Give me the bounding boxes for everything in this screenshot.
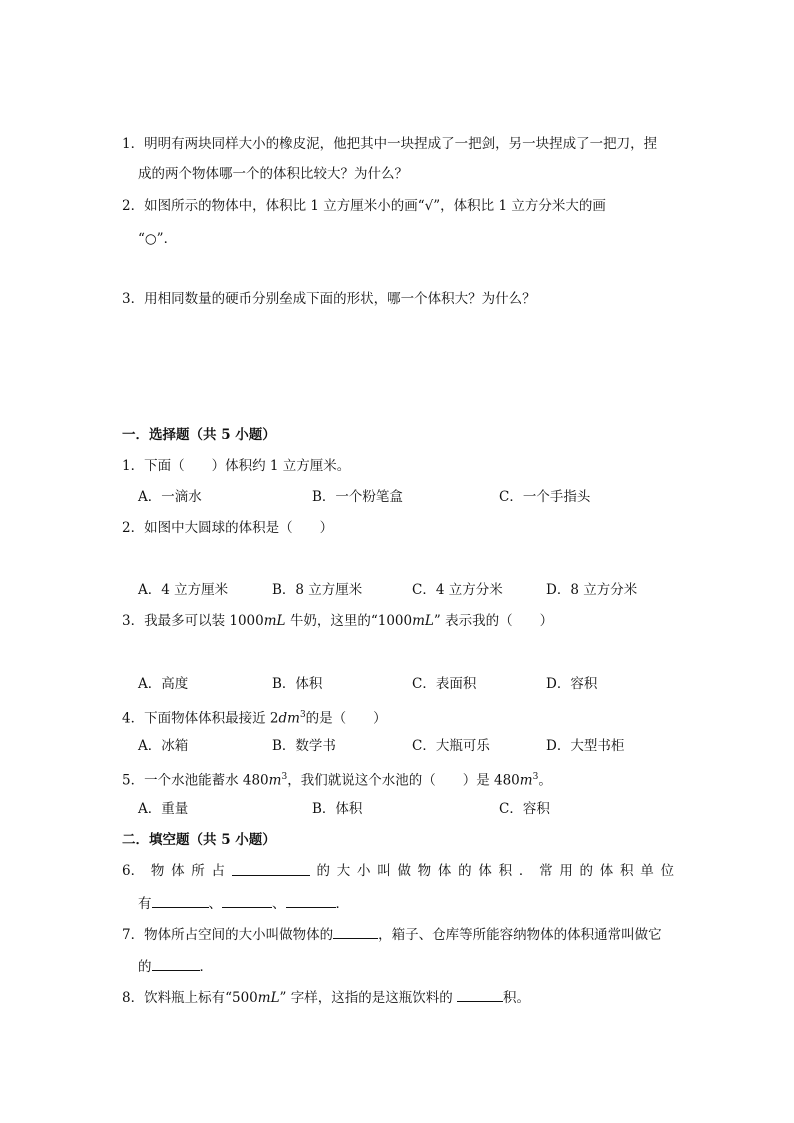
s2-q6-word: 大 xyxy=(336,863,351,879)
s2-q6-word: 用 xyxy=(559,863,573,879)
s2-q6-word: 的 xyxy=(316,863,330,879)
s2-q6-word: 叫 xyxy=(377,863,391,879)
s2-q6-word: 做 xyxy=(397,863,411,879)
s2-q6-word: 积 xyxy=(620,863,634,879)
s2-q6-line2 xyxy=(138,893,349,914)
s1-q1-stem: 1．下面（ ）体积约 1 立方厘米。 xyxy=(122,458,351,474)
s1-q5-stem-end: 。 xyxy=(538,772,552,789)
s1-q3-stem-before: 3．我最多可以装 1000 xyxy=(122,613,264,629)
s2-q6-word: 单 xyxy=(640,863,654,879)
s1-q1-option-b: B．一个粉笔盒 xyxy=(312,489,403,505)
s2-q6-word: 位 xyxy=(660,863,674,879)
s1-q5-option-a: A．重量 xyxy=(138,801,189,817)
s2-q7-end: ． xyxy=(199,959,213,975)
s1-q5-option-b: B．体积 xyxy=(312,801,363,817)
s1-q2-option-c: C．4 立方分米 xyxy=(412,582,503,598)
s2-q6-end: ． xyxy=(335,896,349,912)
s2-q8-blank[interactable] xyxy=(457,987,503,1002)
s1-q3-stem xyxy=(122,611,553,631)
s2-q6-blank-4[interactable] xyxy=(286,893,336,908)
s2-q6-blank-2[interactable] xyxy=(152,893,209,908)
s2-q6-sep: 、 xyxy=(208,896,222,912)
s1-q5-sup-2: 3 xyxy=(532,772,539,782)
s2-q6-word: 积 xyxy=(498,863,513,879)
s2-q6-word: 体 xyxy=(478,863,492,879)
intro-q2-line1: 2．如图所示的物体中，体积比 1 立方厘米小的画“√”，体积比 1 立方分米大的画 xyxy=(122,198,606,214)
s2-q6-word: 常 xyxy=(539,863,553,879)
s2-q7-after: ，箱子、仓库等所能容纳物体的体积通常叫做它 xyxy=(378,927,662,943)
intro-q3-line1: 3．用相同数量的硬币分别垒成下面的形状，哪一个体积大？为什么？ xyxy=(122,291,536,307)
s2-q6-word: 小 xyxy=(356,863,371,879)
s2-q6-word: 体 xyxy=(437,863,452,879)
s2-q7-before: 7．物体所占空间的大小叫做物体的 xyxy=(122,927,334,943)
s2-q8-line xyxy=(122,987,530,1008)
s2-q6-blank-1[interactable] xyxy=(232,861,310,876)
s2-q6-word: 物 xyxy=(150,863,165,879)
s1-q2-option-b: B．8 立方厘米 xyxy=(272,582,363,598)
s1-q3-option-d: D．容积 xyxy=(546,676,598,692)
s1-q2-stem: 2．如图中大圆球的体积是（ ） xyxy=(122,520,334,536)
s1-q3-option-b: B．体积 xyxy=(272,676,323,692)
s1-q5-stem-mid: ，我们就说这个水池的（ ）是 480 xyxy=(287,772,520,789)
s2-q6-sep: 、 xyxy=(272,896,286,912)
s1-q2-option-d: D．8 立方分米 xyxy=(546,582,638,598)
s1-q5-option-c: C．容积 xyxy=(499,801,550,817)
section2-heading: 二．填空题（共 5 小题） xyxy=(122,832,276,848)
s1-q4-sup: 3 xyxy=(299,710,306,720)
s1-q4-unit: dm xyxy=(278,710,300,727)
s1-q5-sup: 3 xyxy=(281,772,288,782)
intro-q2-line2: “○”． xyxy=(138,231,178,247)
s1-q5-stem-before: 5．一个水池能蓄水 480 xyxy=(122,772,269,789)
s2-q6-line1 xyxy=(122,861,674,881)
s2-q8-end: 积。 xyxy=(503,990,531,1006)
s2-q7-prefix: 的 xyxy=(138,959,152,975)
intro-q1-line2: 成的两个物体哪一个的体积比较大？为什么？ xyxy=(138,166,408,182)
s1-q4-stem xyxy=(122,705,387,729)
s1-q3-unit-2: mL xyxy=(412,613,434,629)
s1-q3-unit: mL xyxy=(263,613,286,629)
s1-q4-stem-after: 的是（ ） xyxy=(305,710,387,727)
s1-q3-option-a: A．高度 xyxy=(138,676,189,692)
intro-q1-line1: 1．明明有两块同样大小的橡皮泥，他把其中一块捏成了一把剑，另一块捏成了一把刀，捏 xyxy=(122,136,658,152)
s1-q3-stem-after: ” 表示我的（ ） xyxy=(433,613,554,629)
s1-q1-option-a: A．一滴水 xyxy=(138,489,202,505)
s2-q6-word: 所 xyxy=(191,863,205,879)
s2-q6-word: ． xyxy=(518,863,533,879)
s1-q2-option-a: A．4 立方厘米 xyxy=(138,582,229,598)
s1-q4-option-d: D．大型书柜 xyxy=(546,738,625,754)
s2-q6-word: 体 xyxy=(599,863,614,879)
s2-q8-after: ” 字样，这指的是这瓶饮料的 xyxy=(279,990,458,1006)
s2-q7-line2 xyxy=(138,956,213,977)
s2-q6-word: 物 xyxy=(417,863,432,879)
s1-q4-option-a: A．冰箱 xyxy=(138,738,189,754)
s1-q5-unit-2: m xyxy=(519,772,533,789)
section1-heading: 一．选择题（共 5 小题） xyxy=(122,427,276,443)
s1-q3-option-c: C．表面积 xyxy=(412,676,477,692)
s1-q4-stem-before: 4．下面物体体积最接近 2 xyxy=(122,710,279,727)
s1-q5-unit: m xyxy=(268,772,282,789)
s1-q4-option-b: B．数学书 xyxy=(272,738,336,754)
s1-q5-stem xyxy=(122,767,552,791)
s2-q8-before: 8．饮料瓶上标有“500 xyxy=(122,990,258,1006)
s2-q7-blank-1[interactable] xyxy=(333,924,378,939)
s2-q7-blank-2[interactable] xyxy=(152,956,200,971)
s2-q6-word: 的 xyxy=(579,863,594,879)
s2-q6-word: 体 xyxy=(171,863,185,879)
s2-q6-word: 占 xyxy=(211,863,226,879)
s2-q6-word: 的 xyxy=(458,863,472,879)
s1-q4-option-c: C．大瓶可乐 xyxy=(412,738,490,754)
s2-q6-num: 6． xyxy=(122,863,145,879)
s1-q1-option-c: C．一个手指头 xyxy=(499,489,591,505)
s1-q3-stem-mid: 牛奶，这里的“1000 xyxy=(285,613,413,629)
s2-q6-line2-prefix: 有 xyxy=(138,896,152,912)
s2-q8-unit: mL xyxy=(257,990,280,1006)
s2-q6-blank-3[interactable] xyxy=(222,893,272,908)
s2-q7-line1 xyxy=(122,924,662,945)
